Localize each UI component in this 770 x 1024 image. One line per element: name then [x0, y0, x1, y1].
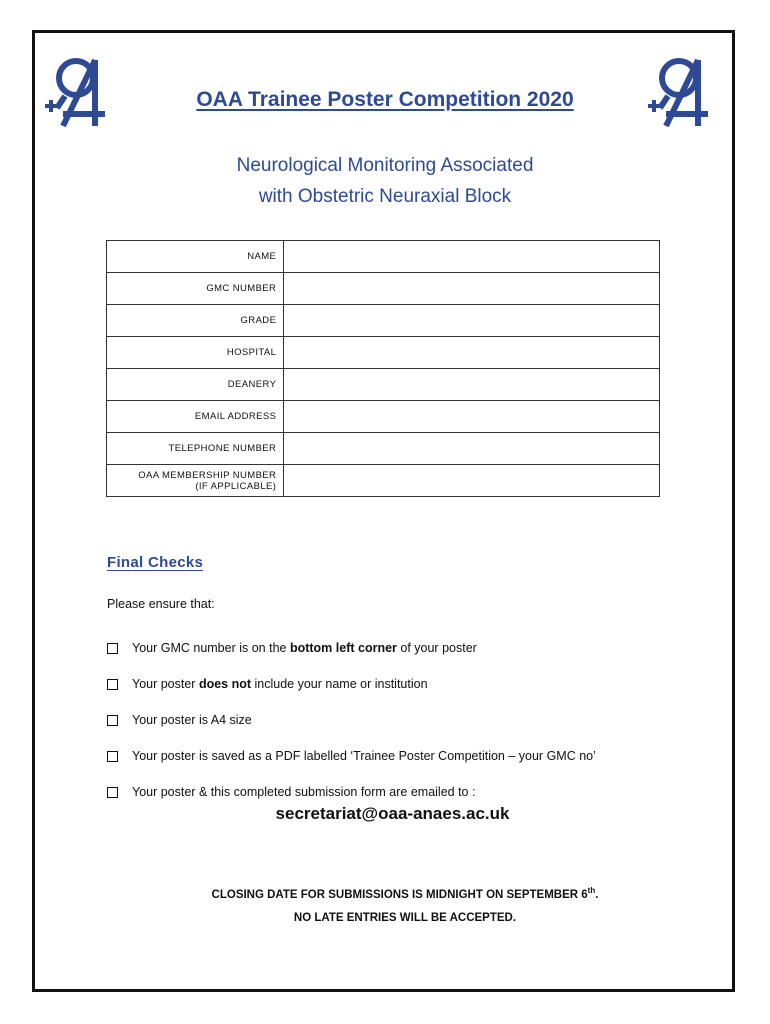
checklist-text-post: include your name or institution: [251, 677, 428, 691]
closing-notice: [0, 879, 770, 930]
subtitle-line-1: Neurological Monitoring Associated: [236, 155, 534, 176]
form-row-gmc-number: [107, 273, 660, 305]
closing-line-2: NO LATE ENTRIES WILL BE ACCEPTED.: [293, 911, 517, 924]
checkbox[interactable]: [107, 679, 118, 690]
final-checks-heading: Final Checks: [107, 554, 204, 571]
checklist-text-post: of your poster: [396, 641, 477, 655]
checklist-text-bold: does not: [198, 677, 252, 691]
checklist-item: [107, 738, 596, 774]
checklist-text-pre: Your poster: [132, 677, 199, 691]
closing-line-1: [0, 879, 770, 907]
checklist-text-pre: Your GMC number is on the: [132, 641, 290, 655]
oaa-membership-number-field[interactable]: [284, 465, 660, 497]
checkbox[interactable]: [107, 787, 118, 798]
checklist-item: [107, 666, 596, 702]
checklist-item: [107, 702, 596, 738]
checkbox[interactable]: [107, 715, 118, 726]
form-row-telephone-number: [107, 433, 660, 465]
checklist-text-bold: bottom left corner: [289, 641, 397, 655]
closing-date-suffix: th: [587, 886, 596, 895]
page-subtitle: [0, 150, 770, 212]
form-row-name: [107, 241, 660, 273]
checklist: [107, 630, 596, 810]
submission-email: secretariat@oaa-anaes.ac.uk: [275, 804, 510, 823]
hospital-field[interactable]: [284, 337, 660, 369]
form-row-oaa-membership-number: [107, 465, 660, 497]
checks-intro: Please ensure that:: [107, 597, 215, 611]
subtitle-line-2: with Obstetric Neuraxial Block: [258, 186, 512, 207]
form-row-email-address: [107, 401, 660, 433]
checklist-item-text: Your poster is saved as a PDF labelled ‘Trainee Poster Competition – your GMC no’: [132, 749, 596, 763]
submission-form-table: [106, 240, 660, 497]
form-label-deanery: DEANERY: [107, 369, 284, 401]
form-row-deanery: [107, 369, 660, 401]
deanery-field[interactable]: [284, 369, 660, 401]
form-label-grade: GRADE: [107, 305, 284, 337]
closing-date-end: .: [595, 888, 599, 901]
checklist-item-text: [132, 641, 477, 655]
checklist-item-text: Your poster is A4 size: [132, 713, 252, 727]
telephone-number-field[interactable]: [284, 433, 660, 465]
checkbox[interactable]: [107, 643, 118, 654]
form-label-line-1: OAA MEMBERSHIP NUMBER: [138, 469, 277, 481]
form-label-hospital: HOSPITAL: [107, 337, 284, 369]
form-row-grade: [107, 305, 660, 337]
closing-date-text: CLOSING DATE FOR SUBMISSIONS IS MIDNIGHT ON SEPTEMBER 6: [211, 888, 588, 901]
form-label-gmc-number: GMC NUMBER: [107, 273, 284, 305]
checklist-item-text: [132, 677, 428, 691]
form-label-line-2: (IF APPLICABLE): [195, 480, 277, 492]
form-label-telephone-number: TELEPHONE NUMBER: [107, 433, 284, 465]
checklist-item: [107, 630, 596, 666]
email-address-field[interactable]: [284, 401, 660, 433]
form-label-email-address: EMAIL ADDRESS: [107, 401, 284, 433]
form-row-hospital: [107, 337, 660, 369]
grade-field[interactable]: [284, 305, 660, 337]
checklist-item-text: Your poster & this completed submission form are emailed to :: [132, 785, 476, 799]
gmc-number-field[interactable]: [284, 273, 660, 305]
page-title: OAA Trainee Poster Competition 2020: [196, 88, 574, 111]
name-field[interactable]: [284, 241, 660, 273]
form-label-name: NAME: [107, 241, 284, 273]
form-label-oaa-membership-number: [107, 465, 284, 497]
checkbox[interactable]: [107, 751, 118, 762]
